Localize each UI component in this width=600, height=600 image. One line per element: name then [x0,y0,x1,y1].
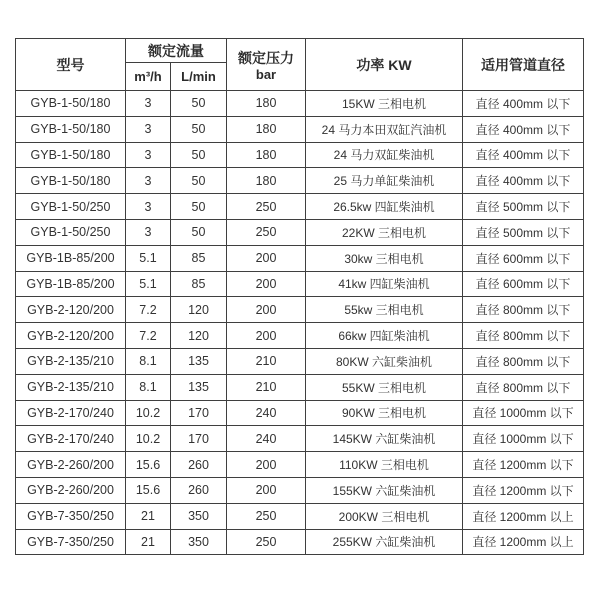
cell-m3h: 10.2 [126,426,171,452]
cell-m3h: 8.1 [126,348,171,374]
cell-m3h: 3 [126,194,171,220]
cell-m3h: 15.6 [126,477,171,503]
cell-pipe: 直径 1200mm 以下 [463,452,584,478]
cell-power: 66kw 四缸柴油机 [306,323,463,349]
cell-bar: 250 [227,503,306,529]
cell-pipe: 直径 400mm 以下 [463,168,584,194]
cell-power: 26.5kw 四缸柴油机 [306,194,463,220]
table-row [16,323,584,349]
cell-power: 90KW 三相电机 [306,400,463,426]
cell-pipe: 直径 400mm 以下 [463,91,584,117]
cell-power: 145KW 六缸柴油机 [306,426,463,452]
header-rated-pressure [227,39,306,91]
cell-bar: 250 [227,194,306,220]
cell-pipe: 直径 1000mm 以下 [463,400,584,426]
cell-m3h: 5.1 [126,245,171,271]
cell-pipe: 直径 400mm 以下 [463,142,584,168]
table-row [16,477,584,503]
cell-power: 55KW 三相电机 [306,374,463,400]
pump-spec-table [15,38,584,555]
cell-model: GYB-1-50/180 [16,142,126,168]
table-row [16,142,584,168]
cell-pipe: 直径 800mm 以下 [463,323,584,349]
cell-lmin: 135 [171,348,227,374]
cell-m3h: 3 [126,219,171,245]
cell-lmin: 50 [171,116,227,142]
cell-lmin: 135 [171,374,227,400]
cell-bar: 180 [227,142,306,168]
cell-model: GYB-1-50/180 [16,116,126,142]
table-row [16,194,584,220]
cell-lmin: 50 [171,168,227,194]
cell-m3h: 5.1 [126,271,171,297]
table-row [16,297,584,323]
cell-lmin: 350 [171,503,227,529]
table-row [16,529,584,555]
spec-table-header [16,39,584,91]
cell-m3h: 21 [126,529,171,555]
cell-bar: 200 [227,271,306,297]
cell-lmin: 85 [171,271,227,297]
cell-pipe: 直径 800mm 以下 [463,348,584,374]
cell-model: GYB-2-170/240 [16,400,126,426]
cell-model: GYB-2-120/200 [16,297,126,323]
cell-bar: 200 [227,297,306,323]
cell-m3h: 15.6 [126,452,171,478]
cell-power: 15KW 三相电机 [306,91,463,117]
cell-model: GYB-7-350/250 [16,503,126,529]
cell-m3h: 21 [126,503,171,529]
header-flow-m3h: m³/h [126,63,171,91]
cell-model: GYB-7-350/250 [16,529,126,555]
cell-pipe: 直径 1200mm 以上 [463,529,584,555]
cell-bar: 250 [227,529,306,555]
cell-power: 55kw 三相电机 [306,297,463,323]
cell-bar: 250 [227,219,306,245]
cell-pipe: 直径 1000mm 以下 [463,426,584,452]
cell-bar: 210 [227,348,306,374]
cell-power: 80KW 六缸柴油机 [306,348,463,374]
table-row [16,400,584,426]
table-row [16,452,584,478]
cell-power: 25 马力单缸柴油机 [306,168,463,194]
cell-power: 155KW 六缸柴油机 [306,477,463,503]
cell-pipe: 直径 1200mm 以下 [463,477,584,503]
cell-model: GYB-2-135/210 [16,374,126,400]
table-row [16,168,584,194]
cell-bar: 200 [227,452,306,478]
cell-pipe: 直径 1200mm 以上 [463,503,584,529]
cell-lmin: 50 [171,91,227,117]
cell-pipe: 直径 600mm 以下 [463,245,584,271]
cell-model: GYB-2-260/200 [16,477,126,503]
cell-lmin: 260 [171,452,227,478]
cell-model: GYB-2-260/200 [16,452,126,478]
cell-bar: 200 [227,245,306,271]
cell-lmin: 85 [171,245,227,271]
cell-bar: 180 [227,116,306,142]
cell-lmin: 350 [171,529,227,555]
table-row [16,91,584,117]
cell-pipe: 直径 800mm 以下 [463,374,584,400]
cell-bar: 200 [227,477,306,503]
table-row [16,374,584,400]
spec-table-body [16,91,584,555]
cell-model: GYB-2-135/210 [16,348,126,374]
cell-bar: 240 [227,400,306,426]
cell-bar: 200 [227,323,306,349]
cell-m3h: 3 [126,116,171,142]
header-flow-lmin: L/min [171,63,227,91]
header-rated-flow: 额定流量 [126,39,227,63]
header-rated-pressure-label: 额定压力 [238,49,294,66]
cell-bar: 180 [227,91,306,117]
cell-model: GYB-1-50/250 [16,219,126,245]
cell-m3h: 3 [126,91,171,117]
cell-model: GYB-1B-85/200 [16,271,126,297]
table-row [16,116,584,142]
cell-power: 200KW 三相电机 [306,503,463,529]
table-row [16,348,584,374]
cell-model: GYB-2-170/240 [16,426,126,452]
cell-model: GYB-1-50/180 [16,91,126,117]
table-row [16,219,584,245]
cell-pipe: 直径 800mm 以下 [463,297,584,323]
cell-lmin: 50 [171,142,227,168]
cell-lmin: 50 [171,194,227,220]
cell-power: 24 马力双缸柴油机 [306,142,463,168]
cell-pipe: 直径 600mm 以下 [463,271,584,297]
cell-bar: 210 [227,374,306,400]
cell-pipe: 直径 500mm 以下 [463,194,584,220]
cell-m3h: 3 [126,168,171,194]
cell-model: GYB-2-120/200 [16,323,126,349]
cell-m3h: 7.2 [126,323,171,349]
header-pipe-diameter: 适用管道直径 [463,39,584,91]
cell-m3h: 3 [126,142,171,168]
cell-lmin: 120 [171,323,227,349]
cell-pipe: 直径 400mm 以下 [463,116,584,142]
table-row [16,245,584,271]
cell-bar: 180 [227,168,306,194]
cell-lmin: 120 [171,297,227,323]
cell-lmin: 260 [171,477,227,503]
cell-pipe: 直径 500mm 以下 [463,219,584,245]
table-row [16,271,584,297]
cell-model: GYB-1-50/180 [16,168,126,194]
cell-m3h: 7.2 [126,297,171,323]
cell-lmin: 170 [171,400,227,426]
cell-bar: 240 [227,426,306,452]
header-power: 功率 KW [306,39,463,91]
cell-power: 30kw 三相电机 [306,245,463,271]
cell-power: 41kw 四缸柴油机 [306,271,463,297]
cell-lmin: 50 [171,219,227,245]
header-model: 型号 [16,39,126,91]
cell-m3h: 10.2 [126,400,171,426]
cell-model: GYB-1-50/250 [16,194,126,220]
cell-m3h: 8.1 [126,374,171,400]
header-rated-pressure-unit: bar [255,66,277,82]
table-row [16,503,584,529]
cell-power: 255KW 六缸柴油机 [306,529,463,555]
cell-power: 110KW 三相电机 [306,452,463,478]
cell-model: GYB-1B-85/200 [16,245,126,271]
cell-lmin: 170 [171,426,227,452]
table-row [16,426,584,452]
cell-power: 24 马力本田双缸汽油机 [306,116,463,142]
cell-power: 22KW 三相电机 [306,219,463,245]
